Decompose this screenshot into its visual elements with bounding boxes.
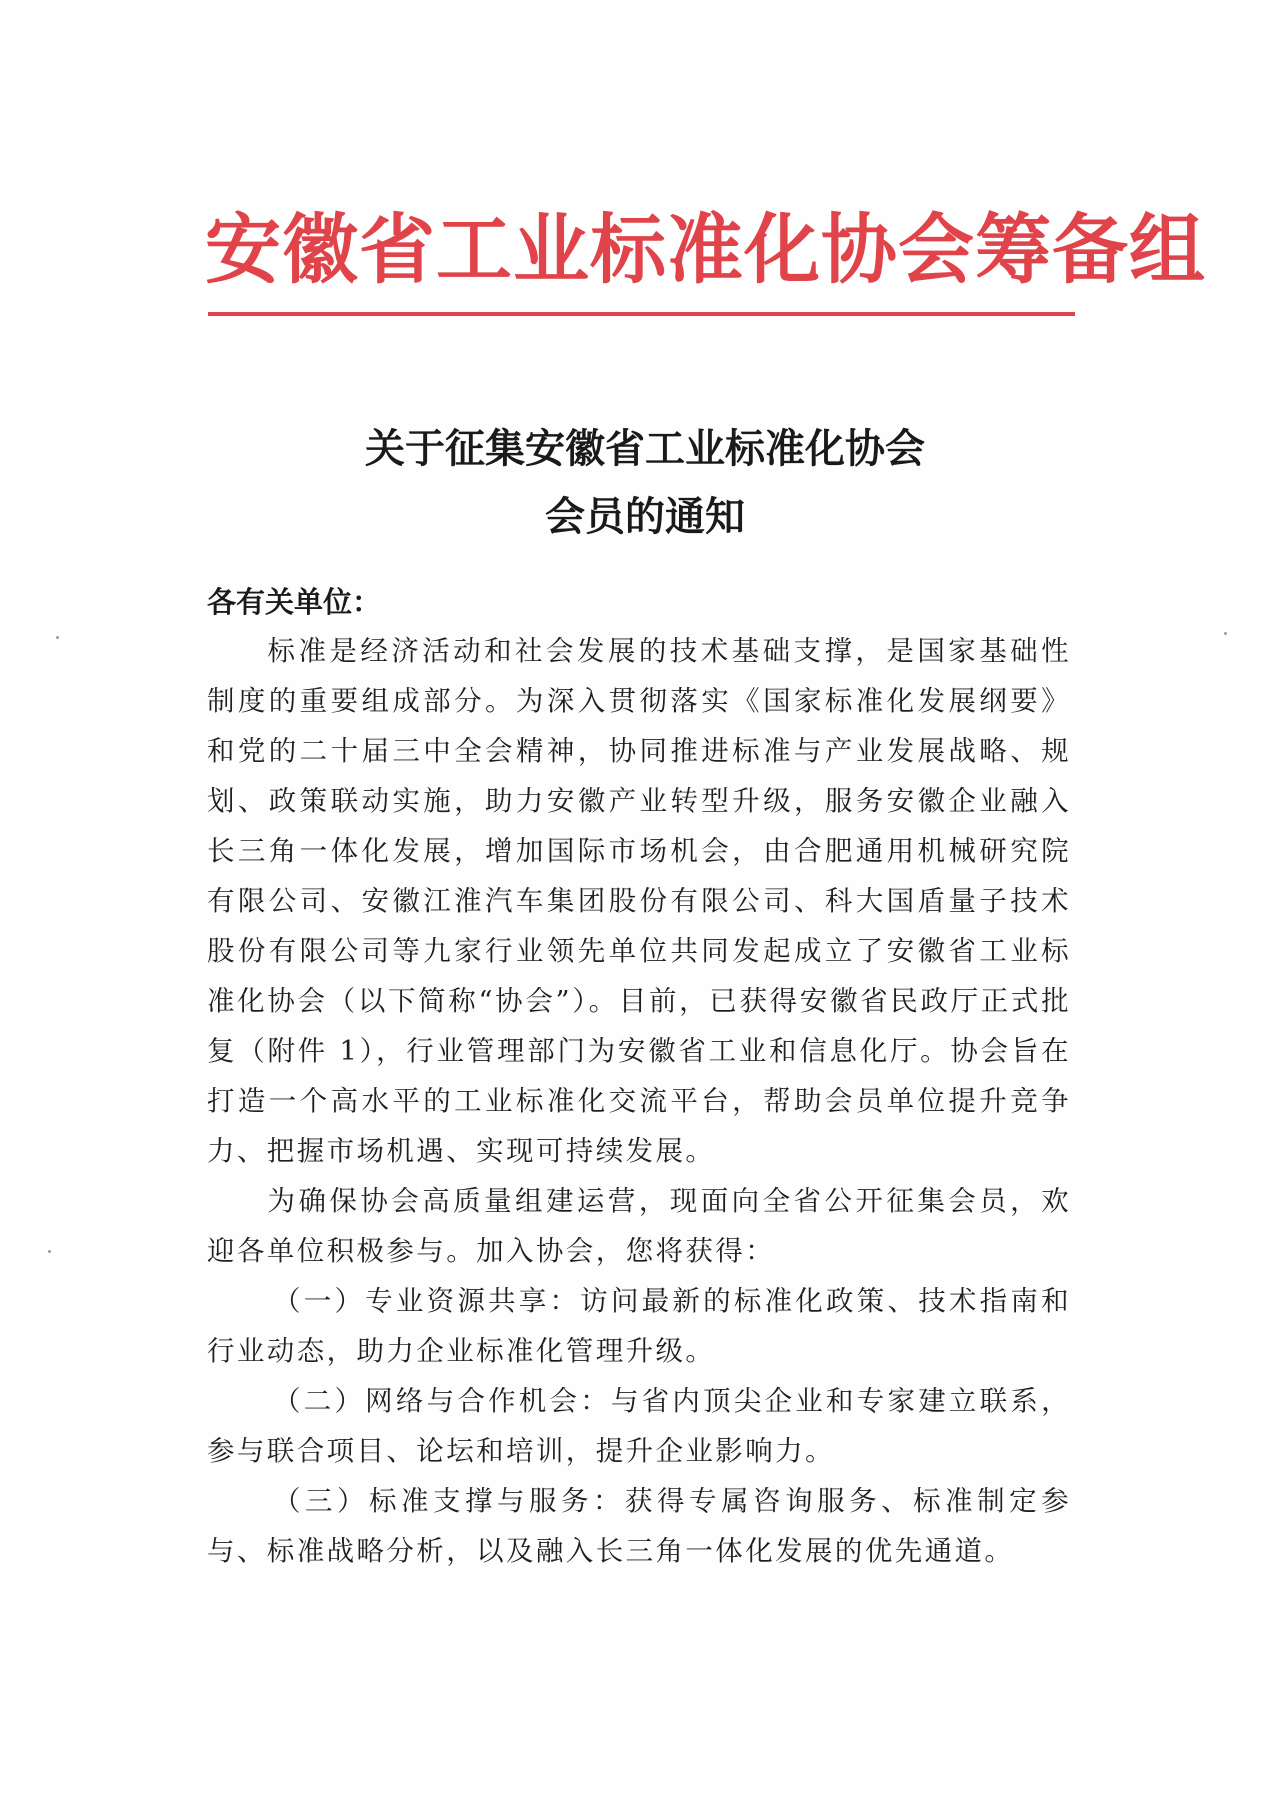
document-title: [200, 415, 1090, 551]
salutation: 各有关单位：: [207, 585, 382, 619]
benefit-item-services: （三）标准支撑与服务：获得专属咨询服务、标准制定参与、标准战略分析，以及融入长三角一体化发展的优先通道。: [207, 1485, 1071, 1567]
body-paragraph-intro: 标准是经济活动和社会发展的技术基础支撑，是国家基础性制度的重要组成部分。为深入贯彻落实《国家标准化发展纲要》和党的二十届三中全会精神，协同推进标准与产业发展战略、规划、政策联动实施，助力安徽产业转型升级，服务安徽企业融入长三角一体化发展，增加国际市场机会，由合肥通用机械研究院有限公司、安徽江淮汽车集团股份有限公司、科大国盾量子技术股份有限公司等九家行业领先单位共同发起成立了安徽省工业标准化协会（以下简称“协会”）。目前，已获得安徽省民政厅正式批复（附件 1），行业管理部门为安徽省工业和信息化厅。协会旨在打造一个高水平的工业标准化交流平台，帮助会员单位提升竞争力、把握市场机遇、实现可持续发展。: [207, 635, 1071, 1167]
scan-speck: [48, 1250, 51, 1253]
benefit-item-resources: （一）专业资源共享：访问最新的标准化政策、技术指南和行业动态，助力企业标准化管理升级。: [207, 1285, 1071, 1367]
red-divider-line: [208, 312, 1075, 316]
document-title-line-2: 会员的通知: [545, 493, 745, 540]
body-paragraph-invitation: 为确保协会高质量组建运营，现面向全省公开征集会员，欢迎各单位积极参与。加入协会，您将获得：: [207, 1185, 1071, 1267]
document-body: [207, 626, 1071, 1576]
organization-header: 安徽省工业标准化协会筹备组: [205, 205, 1206, 294]
document-title-line-1: 关于征集安徽省工业标准化协会: [365, 425, 925, 472]
scan-speck: [1224, 632, 1227, 635]
benefit-item-network: （二）网络与合作机会：与省内顶尖企业和专家建立联系，参与联合项目、论坛和培训，提升企业影响力。: [207, 1385, 1071, 1467]
scan-speck: [56, 636, 59, 639]
